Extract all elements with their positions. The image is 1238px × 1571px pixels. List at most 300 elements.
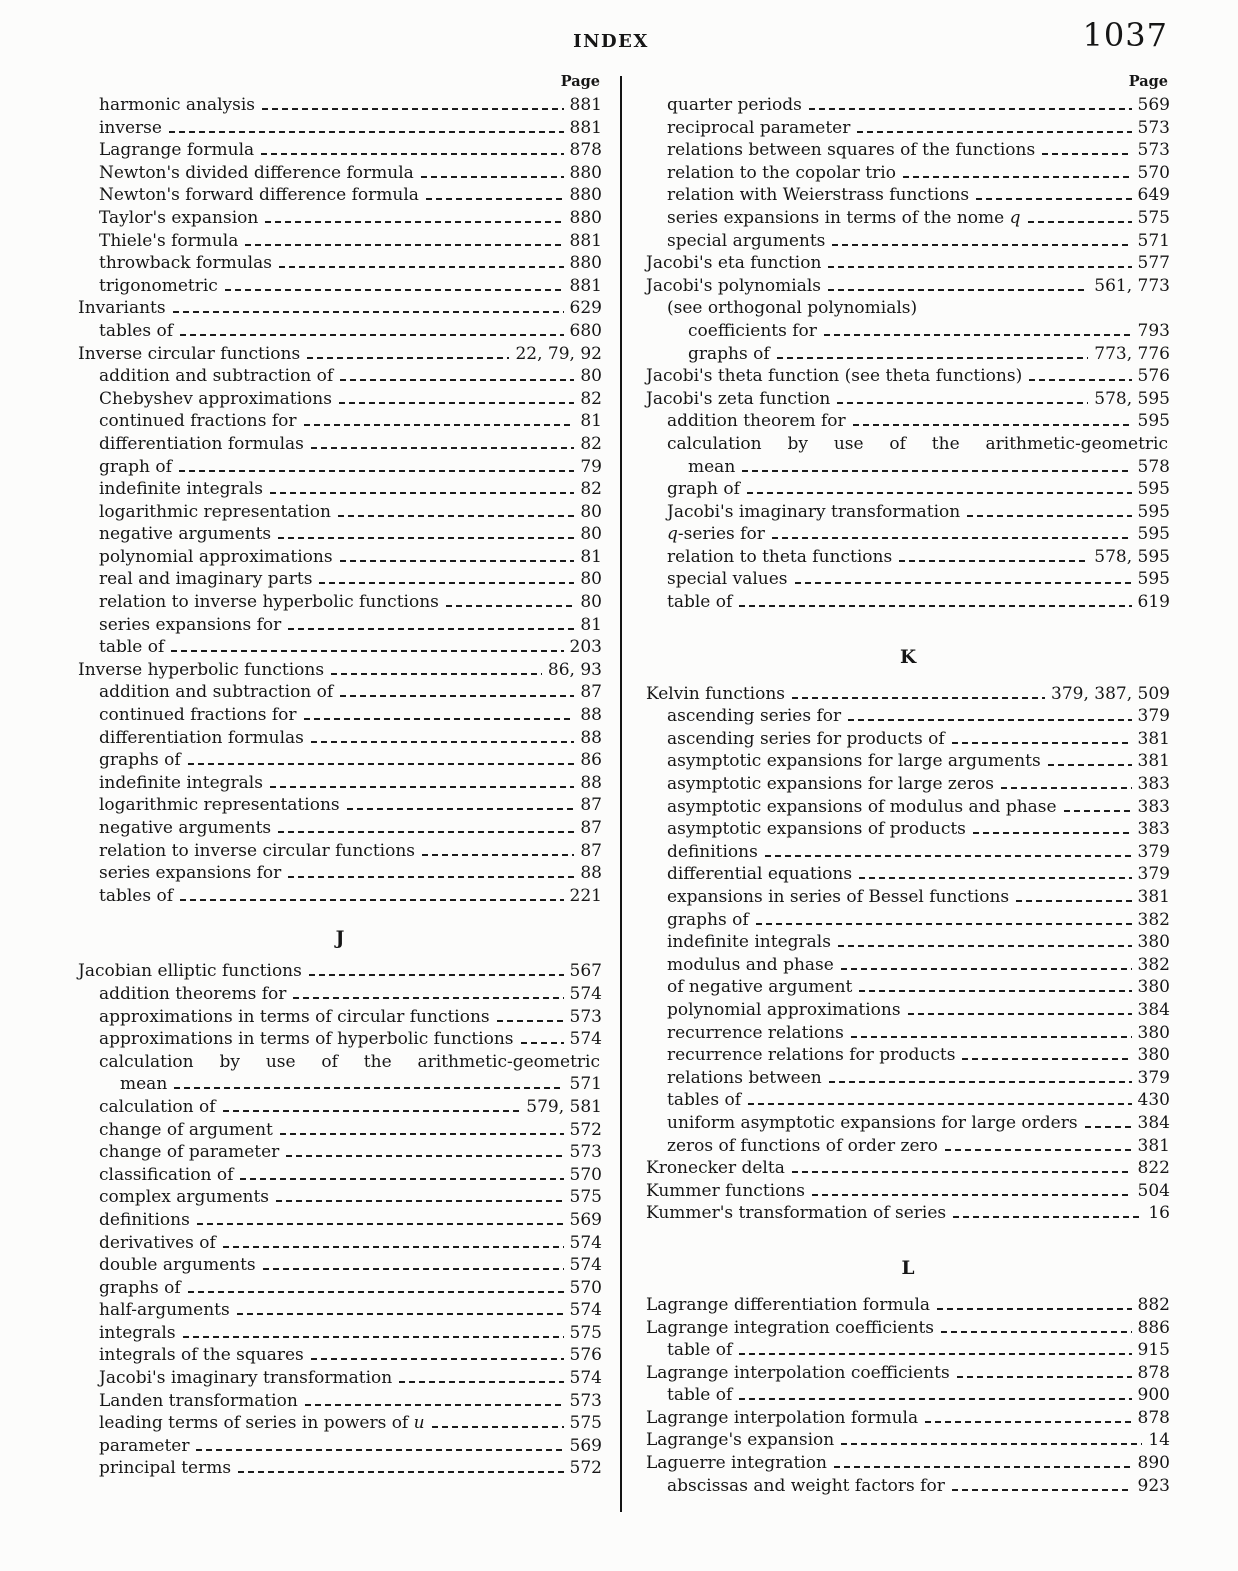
- entry-page-number: 575: [569, 1322, 602, 1343]
- entry-page-number: 575: [1137, 207, 1170, 228]
- index-entry: [78, 983, 602, 1006]
- entry-page-number: 380: [1137, 932, 1170, 953]
- dashed-leader: [945, 1149, 1132, 1151]
- entry-page-number: 574: [569, 1255, 602, 1276]
- entry-page-number: 381: [1137, 728, 1170, 749]
- entry-text: Inverse circular functions: [78, 343, 301, 364]
- index-entry: [78, 184, 602, 207]
- index-entry: [78, 1186, 602, 1209]
- dashed-leader: [747, 492, 1132, 494]
- index-entry-wrap-line: [646, 433, 1170, 456]
- dashed-leader: [838, 945, 1132, 947]
- dashed-leader: [180, 334, 564, 336]
- dashed-leader: [828, 289, 1088, 291]
- entry-page-number: 595: [1137, 524, 1170, 545]
- entry-page-number: 80: [580, 592, 602, 613]
- dashed-leader: [1028, 221, 1132, 223]
- dashed-leader: [237, 1313, 564, 1315]
- entry-text: expansions in series of Bessel functions: [667, 887, 1010, 907]
- entry-text: Kummer's transformation of series: [646, 1203, 947, 1224]
- dashed-leader: [834, 1466, 1132, 1468]
- index-entry: [78, 727, 602, 750]
- entry-page-number: 881: [569, 275, 602, 296]
- dashed-leader: [792, 697, 1045, 699]
- entry-text: relations between squares of the functions: [667, 140, 1036, 161]
- entry-text: mean: [120, 1074, 168, 1095]
- dashed-leader: [1016, 900, 1131, 902]
- entry-text: Taylor's expansion: [99, 207, 259, 228]
- dashed-leader: [309, 974, 564, 976]
- index-entry: [646, 1180, 1170, 1203]
- entry-text: harmonic analysis: [99, 95, 256, 115]
- index-entry: [78, 1367, 602, 1390]
- entry-page-number: 680: [569, 320, 602, 341]
- dashed-leader: [311, 1358, 564, 1360]
- entry-text: table of: [99, 637, 165, 658]
- index-entry: [78, 1390, 602, 1413]
- index-entry: [646, 1157, 1170, 1180]
- index-entries-right: [646, 94, 1170, 1497]
- dashed-leader: [240, 1178, 563, 1180]
- dashed-leader: [848, 719, 1131, 721]
- index-entry: [646, 591, 1170, 614]
- index-entry: [646, 683, 1170, 706]
- index-entry: [78, 1412, 602, 1435]
- dashed-leader: [899, 560, 1088, 562]
- entry-text: trigonometric: [99, 275, 218, 296]
- index-entry: [646, 1202, 1170, 1225]
- entry-text: special arguments: [667, 230, 826, 251]
- index-entry: [78, 1073, 602, 1096]
- entry-page-number: 380: [1137, 1022, 1170, 1043]
- entry-page-number: 880: [569, 162, 602, 183]
- entry-page-number: 80: [580, 524, 602, 545]
- entry-text: relation to inverse hyperbolic functions: [99, 592, 439, 613]
- index-entry: [646, 841, 1170, 864]
- entry-page-number: 380: [1137, 977, 1170, 998]
- entry-page-number: 573: [569, 1006, 602, 1027]
- entry-text: differentiation formulas: [99, 433, 304, 454]
- dashed-leader: [174, 1087, 563, 1089]
- entry-text: logarithmic representation: [99, 501, 331, 522]
- entry-page-number: 569: [569, 1435, 602, 1456]
- entry-text: parameter: [99, 1435, 190, 1456]
- entry-page-number: 88: [580, 772, 602, 793]
- entry-text: Chebyshev approximations: [99, 388, 332, 409]
- index-entry: [78, 960, 602, 983]
- entry-text: complex arguments: [99, 1187, 270, 1208]
- index-entry: [646, 501, 1170, 524]
- entry-text: differential equations: [667, 864, 853, 885]
- index-entry: [646, 117, 1170, 140]
- entry-text: of negative argument: [667, 977, 853, 998]
- entry-page-number: 384: [1137, 1112, 1170, 1133]
- entry-text: definitions: [667, 841, 758, 862]
- index-entry: [78, 772, 602, 795]
- dashed-leader: [973, 832, 1132, 834]
- index-entry: [78, 568, 602, 591]
- entry-page-number: 384: [1137, 999, 1170, 1020]
- page-column-heading: Page: [560, 73, 600, 90]
- index-entry: [646, 410, 1170, 433]
- entry-page-number: 88: [580, 705, 602, 726]
- dashed-leader: [967, 515, 1131, 517]
- entry-page-number: 381: [1137, 751, 1170, 772]
- dashed-leader: [169, 131, 564, 133]
- entry-text: addition and subtraction of: [99, 366, 334, 387]
- entry-page-number: 572: [569, 1458, 602, 1479]
- dashed-leader: [304, 718, 575, 720]
- dashed-leader: [188, 1291, 564, 1293]
- entry-text: Jacobi's polynomials: [646, 275, 822, 296]
- dashed-leader: [925, 1421, 1131, 1423]
- dashed-leader: [270, 786, 574, 788]
- entry-page-number: 574: [569, 1232, 602, 1253]
- entry-text: calculation of: [99, 1096, 216, 1117]
- index-entries-left: [78, 94, 602, 1480]
- entry-text: throwback formulas: [99, 253, 272, 274]
- index-entry: [78, 1028, 602, 1051]
- entry-text: uniform asymptotic expansions for large orders: [667, 1112, 1078, 1133]
- dashed-leader: [952, 1489, 1132, 1491]
- index-entry: [78, 1209, 602, 1232]
- entry-text: tables of: [667, 1090, 742, 1111]
- dashed-leader: [426, 198, 564, 200]
- entry-text: Lagrange differentiation formula: [646, 1294, 931, 1315]
- entry-page-number: 381: [1137, 887, 1170, 907]
- entry-page-number: 576: [1137, 366, 1170, 387]
- index-entry: [646, 365, 1170, 388]
- entry-text: Lagrange's expansion: [646, 1430, 835, 1451]
- dashed-leader: [824, 334, 1132, 336]
- dashed-leader: [288, 876, 574, 878]
- entry-page-number: 570: [1137, 162, 1170, 183]
- dashed-leader: [841, 968, 1132, 970]
- index-entry: [646, 139, 1170, 162]
- index-entry: [646, 931, 1170, 954]
- entry-text: relation to theta functions: [667, 546, 893, 567]
- entry-page-number: 379: [1137, 706, 1170, 727]
- entry-text: graphs of: [99, 1277, 181, 1298]
- dashed-leader: [421, 176, 564, 178]
- index-entry: [78, 1435, 602, 1458]
- index-entry: [646, 705, 1170, 728]
- entry-page-number: 575: [569, 1187, 602, 1208]
- entry-page-number: 886: [1137, 1317, 1170, 1338]
- entry-text: principal terms: [99, 1458, 232, 1479]
- index-entry: [646, 388, 1170, 411]
- entry-text: indefinite integrals: [667, 932, 831, 953]
- entry-page-number: 86, 93: [547, 659, 602, 680]
- entry-text: calculation by use of the arithmetic-geometric: [667, 433, 1168, 454]
- dashed-leader: [739, 605, 1131, 607]
- entry-text: ascending series for: [667, 706, 842, 727]
- index-entry: [78, 1277, 602, 1300]
- dashed-leader: [238, 1471, 563, 1473]
- entry-text: Jacobi's zeta function: [646, 388, 831, 409]
- dashed-leader: [857, 131, 1131, 133]
- index-entry: [646, 275, 1170, 298]
- index-entry: [646, 999, 1170, 1022]
- entry-page-number: 629: [569, 298, 602, 319]
- index-entry: [646, 909, 1170, 932]
- dashed-leader: [1001, 787, 1132, 789]
- index-entry: [78, 840, 602, 863]
- index-entry: [646, 456, 1170, 479]
- entry-page-number: 86: [580, 750, 602, 771]
- entry-page-number: 87: [580, 795, 602, 816]
- index-entry: [646, 1429, 1170, 1452]
- entry-text: Newton's forward difference formula: [99, 185, 419, 206]
- dashed-leader: [223, 1246, 564, 1248]
- entry-text: Lagrange interpolation coefficients: [646, 1362, 950, 1383]
- entry-text: calculation by use of the arithmetic-geometric: [99, 1051, 600, 1072]
- entry-page-number: 570: [569, 1277, 602, 1298]
- index-entry: [78, 1141, 602, 1164]
- entry-text: Inverse hyperbolic functions: [78, 659, 325, 680]
- dashed-leader: [828, 266, 1131, 268]
- index-entry: [78, 252, 602, 275]
- index-entry: [78, 749, 602, 772]
- index-entry: [78, 162, 602, 185]
- dashed-leader: [851, 1036, 1132, 1038]
- index-entry: [78, 817, 602, 840]
- index-column-right: [646, 70, 1170, 1497]
- entry-text: quarter periods: [667, 95, 802, 115]
- dashed-leader: [795, 582, 1132, 584]
- dashed-leader: [340, 695, 574, 697]
- dashed-leader: [1042, 153, 1131, 155]
- entry-page-number: 82: [580, 388, 602, 409]
- entry-text: graph of: [99, 456, 172, 477]
- index-entry: [646, 568, 1170, 591]
- dashed-leader: [777, 357, 1089, 359]
- index-entry: [78, 704, 602, 727]
- dashed-leader: [347, 808, 575, 810]
- entry-text: ascending series for products of: [667, 728, 945, 749]
- entry-text: graphs of: [688, 343, 770, 364]
- entry-page-number: 574: [569, 1368, 602, 1389]
- section-letter-heading: L: [901, 1257, 915, 1279]
- dashed-leader: [937, 1308, 1132, 1310]
- dashed-leader: [756, 923, 1132, 925]
- entry-page-number: 87: [580, 840, 602, 861]
- entry-page-number: 87: [580, 818, 602, 838]
- entry-text: modulus and phase: [667, 954, 834, 975]
- entry-page-number: 573: [569, 1142, 602, 1163]
- entry-page-number: 595: [1137, 479, 1170, 500]
- entry-text: special values: [667, 569, 788, 590]
- entry-page-number: 569: [569, 1209, 602, 1230]
- index-entry: [646, 1067, 1170, 1090]
- index-entry: [646, 818, 1170, 841]
- dashed-leader: [288, 628, 574, 630]
- entry-text: polynomial approximations: [667, 999, 901, 1020]
- index-entry-cross-reference: [646, 297, 1170, 320]
- dashed-leader: [293, 997, 563, 999]
- dashed-leader: [188, 763, 575, 765]
- dashed-leader: [196, 1449, 563, 1451]
- entry-text: negative arguments: [99, 818, 272, 838]
- index-entry: [78, 207, 602, 230]
- dashed-leader: [742, 470, 1131, 472]
- entry-text: indefinite integrals: [99, 772, 263, 793]
- dashed-leader: [952, 742, 1132, 744]
- dashed-leader: [311, 741, 574, 743]
- index-entry: [646, 523, 1170, 546]
- entry-page-number: 203: [569, 637, 602, 658]
- entry-page-number: 575: [569, 1413, 602, 1434]
- dashed-leader: [765, 855, 1132, 857]
- index-entry: [646, 1294, 1170, 1317]
- entry-page-number: 881: [569, 95, 602, 115]
- entry-page-number: 649: [1137, 185, 1170, 206]
- entry-text: Jacobi's imaginary transformation: [99, 1368, 393, 1389]
- dashed-leader: [304, 424, 575, 426]
- entry-page-number: 578: [1137, 456, 1170, 477]
- entry-page-number: 88: [580, 863, 602, 884]
- dashed-leader: [262, 108, 564, 110]
- index-entry: [646, 478, 1170, 501]
- index-entry: [78, 591, 602, 614]
- dashed-leader: [446, 605, 574, 607]
- index-entry: [646, 1089, 1170, 1112]
- entry-text: Jacobian elliptic functions: [78, 961, 302, 982]
- index-entry: [78, 1299, 602, 1322]
- entry-text: real and imaginary parts: [99, 569, 313, 590]
- entry-page-number: 22, 79, 92: [515, 343, 602, 364]
- entry-page-number: 79: [580, 456, 602, 477]
- dashed-leader: [859, 990, 1131, 992]
- index-column-left: [78, 70, 602, 1480]
- entry-page-number: 880: [569, 185, 602, 206]
- dashed-leader: [307, 357, 509, 359]
- entry-page-number: 878: [1137, 1407, 1170, 1428]
- dashed-leader: [1048, 764, 1132, 766]
- entry-text: approximations in terms of circular functions: [99, 1006, 490, 1027]
- page-title: INDEX: [573, 31, 649, 52]
- entry-page-number: 890: [1137, 1453, 1170, 1474]
- entry-page-number: 383: [1137, 819, 1170, 840]
- dashed-leader: [270, 492, 574, 494]
- entry-text: Lagrange integration coefficients: [646, 1317, 934, 1338]
- entry-page-number: 595: [1137, 411, 1170, 432]
- dashed-leader: [305, 1404, 564, 1406]
- index-entry: [646, 773, 1170, 796]
- entry-text: table of: [667, 1385, 733, 1406]
- entry-text: graph of: [667, 479, 740, 500]
- dashed-leader: [908, 1013, 1132, 1015]
- entry-page-number: 619: [1137, 592, 1170, 613]
- dashed-leader: [340, 379, 574, 381]
- entry-page-number: 573: [1137, 140, 1170, 161]
- dashed-leader: [338, 515, 574, 517]
- entry-page-number: 574: [569, 983, 602, 1004]
- entry-text: Kelvin functions: [646, 683, 786, 704]
- entry-text: differentiation formulas: [99, 727, 304, 748]
- entry-page-number: 569: [1137, 95, 1170, 115]
- entry-text: definitions: [99, 1209, 190, 1230]
- entry-text: half-arguments: [99, 1300, 230, 1321]
- entry-page-number: 578, 595: [1094, 388, 1170, 409]
- index-entry: [78, 636, 602, 659]
- dashed-leader: [953, 1216, 1142, 1218]
- index-entry: [646, 1339, 1170, 1362]
- index-entry: [78, 1232, 602, 1255]
- entry-page-number: 880: [569, 253, 602, 274]
- index-entry: [78, 478, 602, 501]
- index-entry: [78, 117, 602, 140]
- dashed-leader: [748, 1103, 1132, 1105]
- index-entry: [78, 1119, 602, 1142]
- entry-page-number: 81: [580, 411, 602, 432]
- entry-page-number: 379, 387, 509: [1051, 683, 1170, 704]
- dashed-leader: [739, 1398, 1131, 1400]
- entry-page-number: 379: [1137, 864, 1170, 885]
- entry-page-number: 16: [1148, 1203, 1170, 1224]
- dashed-leader: [319, 582, 574, 584]
- dashed-leader: [225, 289, 564, 291]
- dashed-leader: [772, 537, 1132, 539]
- entry-page-number: 595: [1137, 569, 1170, 590]
- index-entry: [78, 523, 602, 546]
- dashed-leader: [280, 1133, 564, 1135]
- dashed-leader: [197, 1223, 564, 1225]
- entry-text: indefinite integrals: [99, 479, 263, 500]
- entry-text: double arguments: [99, 1255, 256, 1276]
- entry-page-number: 379: [1137, 1067, 1170, 1088]
- index-entry: [646, 230, 1170, 253]
- entry-page-number: 900: [1137, 1385, 1170, 1406]
- entry-text: recurrence relations: [667, 1022, 844, 1043]
- entry-page-number: 572: [569, 1119, 602, 1140]
- dashed-leader: [183, 1336, 564, 1338]
- dashed-leader: [331, 673, 542, 675]
- entry-page-number: 574: [569, 1300, 602, 1321]
- dashed-leader: [853, 424, 1132, 426]
- entry-text: series expansions in terms of the nome q: [667, 207, 1021, 228]
- entry-text: negative arguments: [99, 524, 272, 545]
- entry-page-number: 82: [580, 479, 602, 500]
- entry-text: Lagrange interpolation formula: [646, 1407, 919, 1428]
- index-entry: [646, 1407, 1170, 1430]
- entry-page-number: 382: [1137, 954, 1170, 975]
- entry-page-number: 574: [569, 1029, 602, 1050]
- entry-page-number: 80: [580, 501, 602, 522]
- index-entry: [78, 1457, 602, 1480]
- dashed-leader: [1029, 379, 1131, 381]
- index-entry: [78, 365, 602, 388]
- entry-text: Landen transformation: [99, 1390, 298, 1411]
- entry-text: mean: [688, 456, 736, 477]
- index-entry: [646, 1452, 1170, 1475]
- entry-text: relations between: [667, 1067, 822, 1088]
- index-entry: [78, 1344, 602, 1367]
- index-entry: [646, 1362, 1170, 1385]
- dashed-leader: [941, 1331, 1132, 1333]
- dashed-leader: [180, 899, 564, 901]
- entry-text: Jacobi's eta function: [646, 253, 822, 274]
- index-entry: [78, 681, 602, 704]
- entry-text: Invariants: [78, 298, 166, 319]
- entry-text: recurrence relations for products: [667, 1045, 956, 1066]
- entry-text: addition theorems for: [99, 983, 287, 1004]
- entry-text: Thiele's formula: [99, 230, 239, 251]
- dashed-leader: [276, 1200, 564, 1202]
- index-entry: [646, 1317, 1170, 1340]
- entry-text: graphs of: [667, 909, 749, 930]
- index-entry: [646, 863, 1170, 886]
